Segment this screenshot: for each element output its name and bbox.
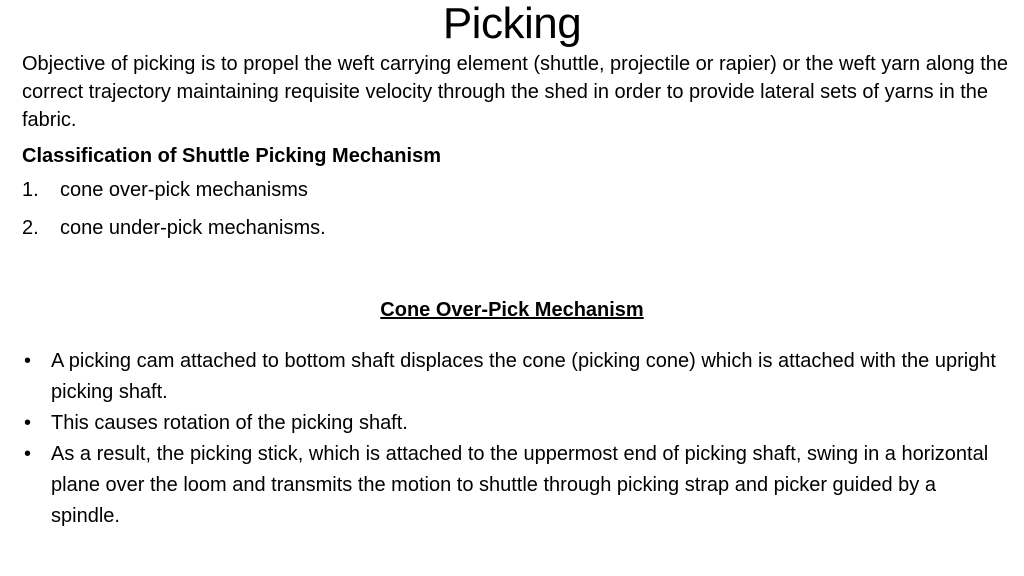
item-text: cone over-pick mechanisms (60, 179, 308, 201)
bullet-item (22, 439, 1007, 532)
classification-heading: Classification of Shuttle Picking Mechanism (22, 145, 441, 167)
bullet-icon: • (24, 350, 32, 372)
slide-title: Picking (442, 0, 582, 48)
bullet-text: As a result, the picking stick, which is attached to the uppermost end of picking shaft, swing in a horizontal plane over the loom and transmits the motion to shuttle through picking strap and picker guided by a spindle. (51, 443, 989, 527)
item-number: 2. (22, 217, 39, 239)
bullet-icon: • (24, 412, 32, 434)
slide-body (22, 50, 1012, 252)
item-number: 1. (22, 179, 39, 201)
bullet-text: This causes rotation of the picking shaft. (51, 412, 408, 434)
numbered-list (22, 176, 1012, 242)
bullet-list (22, 346, 1007, 532)
bullet-item (22, 346, 1007, 408)
section-heading: Cone Over-Pick Mechanism (380, 299, 644, 321)
item-text: cone under-pick mechanisms. (60, 217, 326, 239)
numbered-item (22, 214, 1012, 242)
bullet-item (22, 408, 1007, 439)
bullet-text: A picking cam attached to bottom shaft displaces the cone (picking cone) which is attached with the upright picking shaft. (51, 350, 996, 403)
numbered-item (22, 176, 1012, 204)
intro-paragraph: Objective of picking is to propel the weft carrying element (shuttle, projectile or rapier) or the weft yarn along the correct trajectory maintaining requisite velocity through the shed in order to provide lateral sets of yarns in the fabric. (22, 53, 1009, 131)
bullet-icon: • (24, 443, 32, 465)
